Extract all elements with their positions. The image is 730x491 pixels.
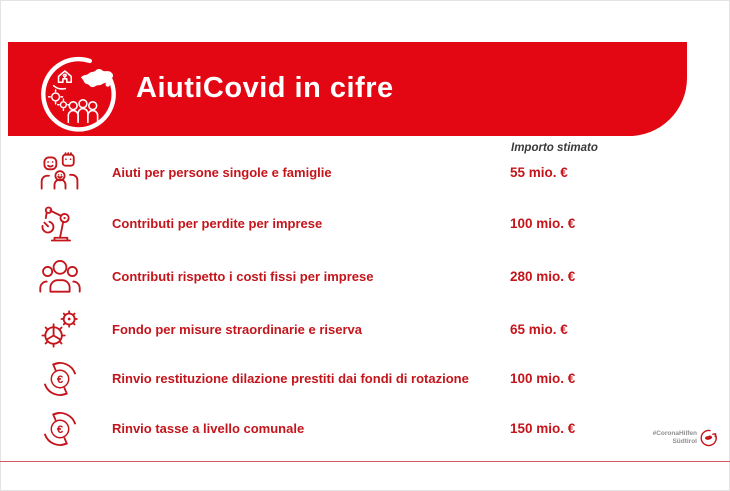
virus-icon <box>49 90 69 110</box>
aiuticovid-logo-icon <box>38 50 124 136</box>
table-row <box>0 149 730 197</box>
table-row <box>0 405 730 453</box>
header-banner <box>8 42 687 136</box>
people-group-icon <box>38 255 82 299</box>
table-row <box>0 355 730 403</box>
footer-divider <box>0 461 730 462</box>
row-label: Contributi per perdite per imprese <box>112 216 323 231</box>
svg-text:€: € <box>56 424 64 437</box>
table-row <box>0 306 730 354</box>
row-label: Contributi rispetto i costi fissi per imprese <box>112 269 374 284</box>
gears-icon <box>38 308 82 352</box>
table-row <box>0 253 730 301</box>
svg-text:€: € <box>56 374 64 387</box>
family-icon <box>38 151 82 195</box>
row-amount: 280 mio. € <box>510 269 576 284</box>
row-label: Rinvio restituzione dilazione prestiti dai fondi di rotazione <box>112 371 469 386</box>
row-amount: 55 mio. € <box>510 165 568 180</box>
corona-hilfen-logo-icon <box>699 428 719 448</box>
row-amount: 150 mio. € <box>510 421 576 436</box>
row-label: Rinvio tasse a livello comunale <box>112 421 305 436</box>
robot-arm-icon <box>38 202 82 246</box>
euro-rotation-icon <box>38 357 82 401</box>
house-heart-icon <box>54 71 72 89</box>
euro-rotation-icon <box>38 407 82 451</box>
brand-line2: Südtirol <box>672 437 697 445</box>
row-amount: 65 mio. € <box>510 322 568 337</box>
people-icon <box>68 100 97 122</box>
row-amount: 100 mio. € <box>510 371 576 386</box>
page-title: AiutiCovid in cifre <box>136 72 394 104</box>
table-row <box>0 200 730 248</box>
brand-line1: #CoronaHilfen <box>652 430 697 437</box>
row-label: Aiuti per persone singole e famiglie <box>112 165 332 180</box>
column-header-importo-stimato: Importo stimato <box>511 142 598 154</box>
row-label: Fondo per misure straordinarie e riserva <box>112 322 362 337</box>
brand-text <box>590 430 697 445</box>
row-amount: 100 mio. € <box>510 216 576 231</box>
